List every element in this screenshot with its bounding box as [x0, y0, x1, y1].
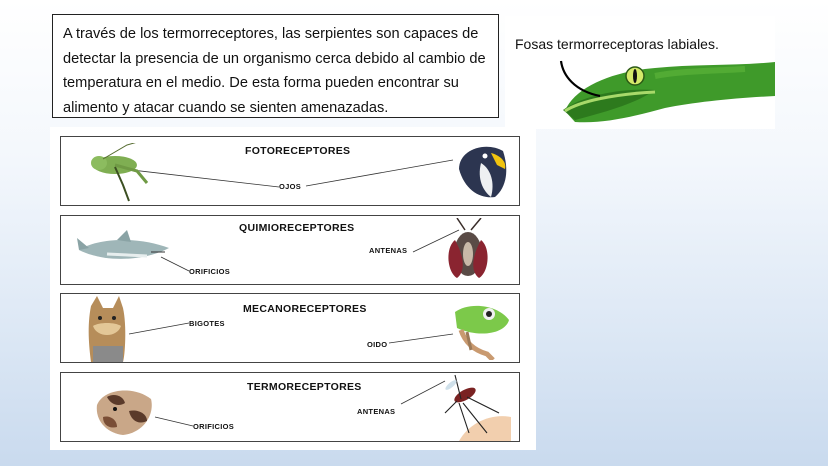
ojos-label: OJOS: [279, 182, 302, 191]
snake-illustration: [505, 16, 775, 129]
orificios-label-1: ORIFICIOS: [189, 267, 231, 276]
quimioreceptores-title: QUIMIORECEPTORES: [239, 222, 355, 234]
frog-image: [449, 298, 511, 360]
bigotes-label: BIGOTES: [189, 319, 225, 328]
grasshopper-image: [85, 143, 165, 203]
snake-caption: Fosas termorreceptoras labiales.: [515, 36, 719, 52]
oido-label: OIDO: [367, 340, 388, 349]
intro-text-box: [52, 14, 499, 118]
python-head-image: [93, 385, 157, 439]
termoreceptores-box: [60, 372, 520, 442]
mecanoreceptores-box: [60, 293, 520, 363]
mosquito-image: [439, 373, 511, 441]
eagle-image: [451, 139, 511, 201]
fotoreceptores-title: FOTORECEPTORES: [245, 145, 351, 157]
moth-image: [443, 218, 493, 284]
orificios-label-2: ORIFICIOS: [193, 422, 235, 431]
mecanoreceptores-title: MECANORECEPTORES: [243, 303, 367, 315]
shark-image: [77, 230, 177, 274]
cat-image: [87, 296, 127, 362]
fotoreceptores-box: [60, 136, 520, 206]
quimioreceptores-box: [60, 215, 520, 285]
intro-text: A través de los termorreceptores, las serpientes son capaces de detectar la presencia de un organismo cerca debido al cambio de temperatura en el medio. De esta forma pueden encontrar su alimento y atacar cuando se sienten amenazadas.: [63, 26, 486, 116]
antenas-label-2: ANTENAS: [357, 407, 396, 416]
receptors-figure: [50, 127, 536, 450]
snake-image-panel: [505, 16, 775, 129]
termoreceptores-title: TERMORECEPTORES: [247, 381, 362, 393]
antenas-label-1: ANTENAS: [369, 246, 408, 255]
